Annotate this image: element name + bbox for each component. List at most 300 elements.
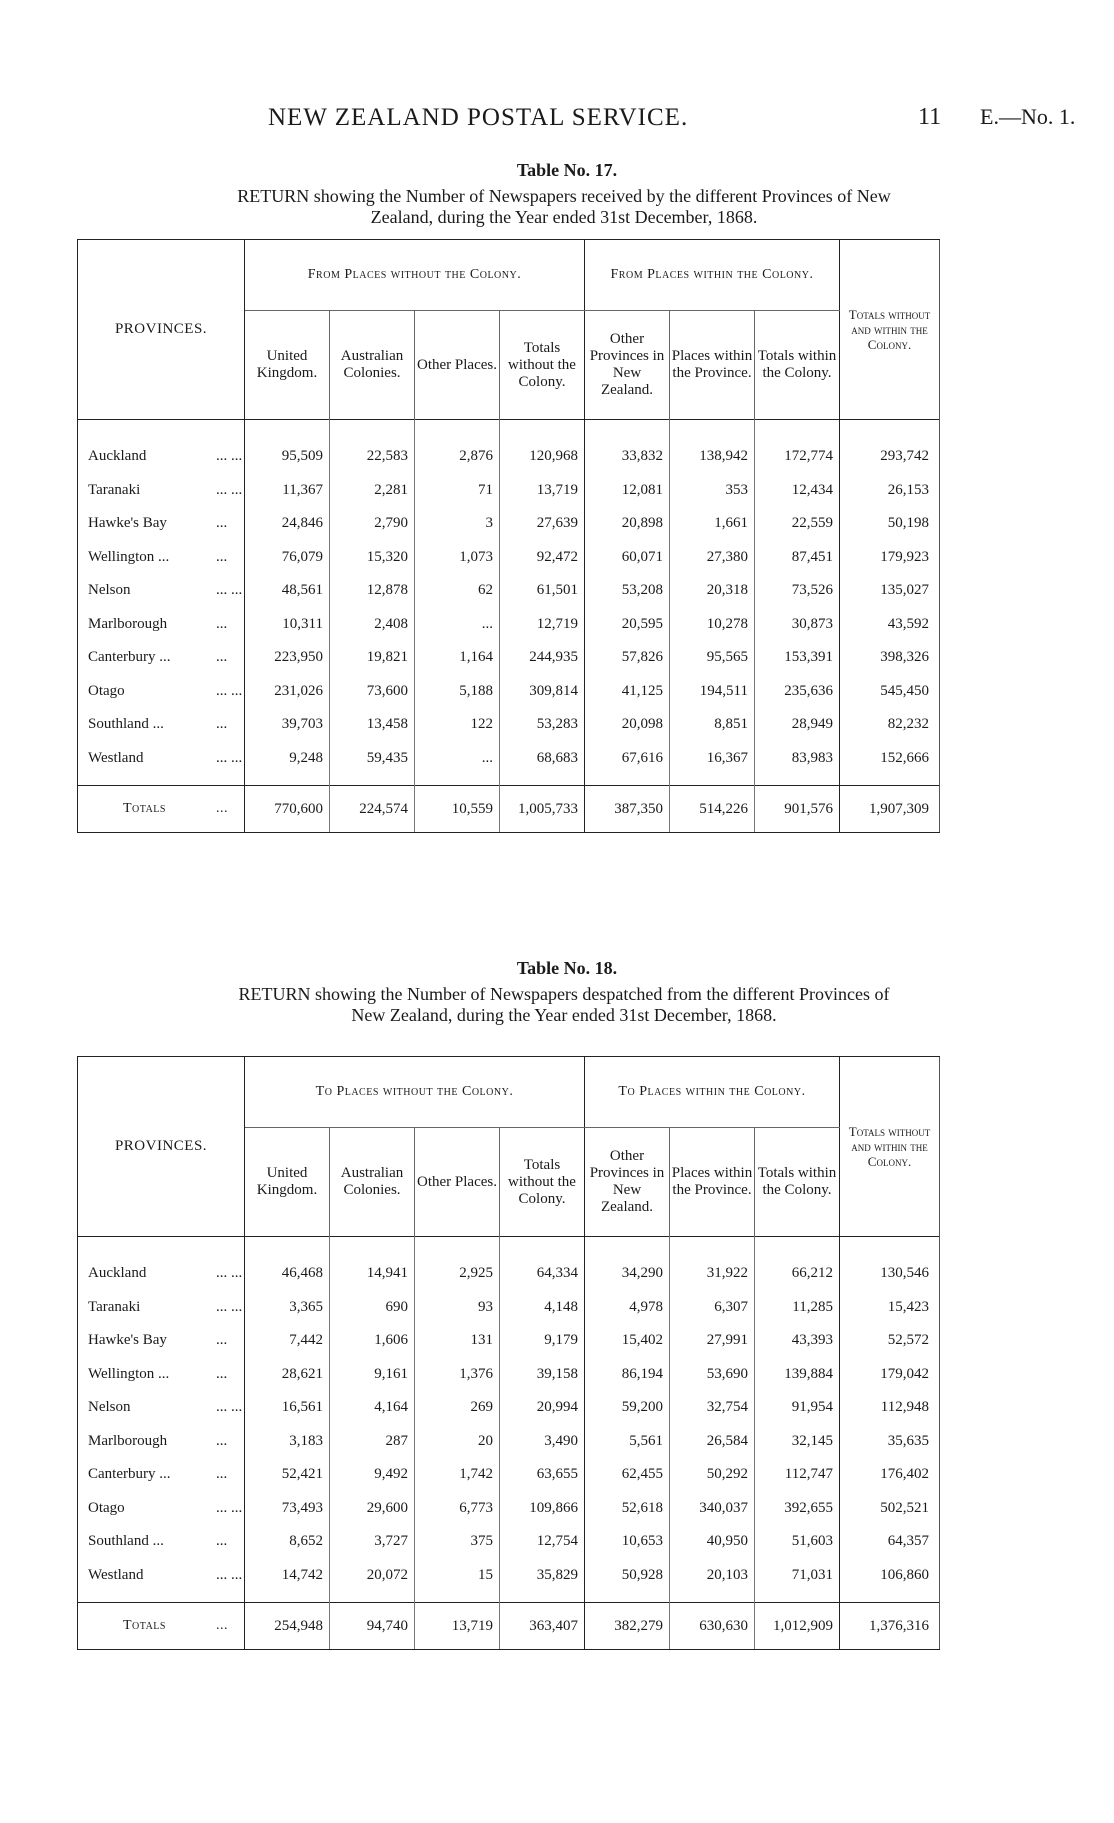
table-18 <box>77 1056 940 1650</box>
cell-totals-without: 13,719 <box>500 474 585 508</box>
spacer-cell <box>500 775 585 786</box>
totals-label-cell <box>78 1603 245 1650</box>
cell-grand-total: 82,232 <box>840 708 940 742</box>
total-cell-other-provinces: 387,350 <box>585 786 670 833</box>
table-row <box>78 541 940 575</box>
column-header-united-kingdom: United Kingdom. <box>245 311 330 420</box>
cell-other-provinces: 12,081 <box>585 474 670 508</box>
total-cell-united-kingdom: 770,600 <box>245 786 330 833</box>
cell-totals-without: 12,719 <box>500 608 585 642</box>
cell-places-within: 20,103 <box>670 1559 755 1593</box>
cell-places-within: 50,292 <box>670 1458 755 1492</box>
cell-grand-total: 112,948 <box>840 1391 940 1425</box>
table-row <box>78 608 940 642</box>
column-header-totals-within: Totals within the Colony. <box>755 311 840 420</box>
cell-other-places: 20 <box>415 1425 500 1459</box>
spacer-cell <box>755 1592 840 1603</box>
cell-grand-total: 152,666 <box>840 742 940 776</box>
province-name-cell <box>78 1291 245 1325</box>
cell-other-provinces: 15,402 <box>585 1324 670 1358</box>
cell-other-provinces: 60,071 <box>585 541 670 575</box>
cell-totals-within: 112,747 <box>755 1458 840 1492</box>
cell-places-within: 138,942 <box>670 440 755 474</box>
cell-totals-within: 11,285 <box>755 1291 840 1325</box>
cell-places-within: 8,851 <box>670 708 755 742</box>
table-row <box>78 641 940 675</box>
spacer-cell <box>840 1237 940 1258</box>
province-name-cell <box>78 1425 245 1459</box>
cell-places-within: 31,922 <box>670 1257 755 1291</box>
cell-totals-without: 53,283 <box>500 708 585 742</box>
cell-totals-within: 172,774 <box>755 440 840 474</box>
leader-dots: ... <box>216 1365 228 1382</box>
spacer-row <box>78 420 940 441</box>
table-row <box>78 1559 940 1593</box>
total-cell-united-kingdom: 254,948 <box>245 1603 330 1650</box>
province-name: Nelson <box>88 1399 131 1416</box>
cell-australian-colonies: 2,281 <box>330 474 415 508</box>
cell-other-provinces: 86,194 <box>585 1358 670 1392</box>
table-row <box>78 574 940 608</box>
cell-totals-without: 68,683 <box>500 742 585 776</box>
spacer-row <box>78 1592 940 1603</box>
province-name-cell <box>78 440 245 474</box>
cell-united-kingdom: 73,493 <box>245 1492 330 1526</box>
spacer-cell <box>755 420 840 441</box>
cell-totals-within: 83,983 <box>755 742 840 776</box>
cell-other-provinces: 4,978 <box>585 1291 670 1325</box>
caption-line: RETURN showing the Number of Newspapers despatched from the different Provinces of <box>238 984 890 1004</box>
cell-totals-within: 71,031 <box>755 1559 840 1593</box>
cell-other-places: 1,164 <box>415 641 500 675</box>
total-cell-other-provinces: 382,279 <box>585 1603 670 1650</box>
leader-dots: ... <box>216 801 228 816</box>
cell-other-provinces: 57,826 <box>585 641 670 675</box>
cell-united-kingdom: 223,950 <box>245 641 330 675</box>
cell-other-provinces: 67,616 <box>585 742 670 776</box>
province-name: Canterbury ... <box>88 1466 171 1483</box>
cell-united-kingdom: 8,652 <box>245 1525 330 1559</box>
cell-united-kingdom: 14,742 <box>245 1559 330 1593</box>
cell-totals-within: 153,391 <box>755 641 840 675</box>
cell-places-within: 6,307 <box>670 1291 755 1325</box>
table-row <box>78 1358 940 1392</box>
total-cell-totals-within: 901,576 <box>755 786 840 833</box>
cell-other-provinces: 59,200 <box>585 1391 670 1425</box>
cell-other-places: 1,073 <box>415 541 500 575</box>
total-cell-australian-colonies: 224,574 <box>330 786 415 833</box>
cell-places-within: 40,950 <box>670 1525 755 1559</box>
leader-dots: ... <box>216 615 228 632</box>
column-header-provinces: PROVINCES. <box>78 1057 245 1237</box>
table-row <box>78 474 940 508</box>
cell-other-places: 375 <box>415 1525 500 1559</box>
province-name: Wellington ... <box>88 548 170 565</box>
table-row <box>78 1391 940 1425</box>
province-name: Southland ... <box>88 1533 164 1550</box>
cell-united-kingdom: 3,365 <box>245 1291 330 1325</box>
cell-grand-total: 26,153 <box>840 474 940 508</box>
caption-line: Zealand, during the Year ended 31st December, 1868. <box>370 207 758 227</box>
cell-other-places: 5,188 <box>415 675 500 709</box>
cell-places-within: 26,584 <box>670 1425 755 1459</box>
column-header-grand-total: Totals without and within the Colony. <box>848 307 931 352</box>
cell-united-kingdom: 52,421 <box>245 1458 330 1492</box>
caption-line: New Zealand, during the Year ended 31st December, 1868. <box>351 1005 777 1025</box>
spacer-cell <box>245 1237 330 1258</box>
spacer-cell <box>755 1237 840 1258</box>
totals-label: Totals <box>123 801 166 816</box>
province-name-cell <box>78 1324 245 1358</box>
column-header-australian-colonies: Australian Colonies. <box>330 1128 415 1237</box>
cell-australian-colonies: 73,600 <box>330 675 415 709</box>
cell-other-places: 93 <box>415 1291 500 1325</box>
spacer-cell <box>78 1592 245 1603</box>
cell-totals-within: 12,434 <box>755 474 840 508</box>
cell-other-places: 131 <box>415 1324 500 1358</box>
province-name-cell <box>78 574 245 608</box>
province-name-cell <box>78 742 245 776</box>
table-row <box>78 507 940 541</box>
province-name-cell <box>78 1358 245 1392</box>
cell-united-kingdom: 48,561 <box>245 574 330 608</box>
cell-totals-within: 30,873 <box>755 608 840 642</box>
cell-places-within: 27,991 <box>670 1324 755 1358</box>
column-header-places-within: Places within the Province. <box>670 1128 755 1237</box>
spacer-cell <box>500 1592 585 1603</box>
cell-australian-colonies: 20,072 <box>330 1559 415 1593</box>
totals-label-cell <box>78 786 245 833</box>
spacer-cell <box>755 775 840 786</box>
spacer-cell <box>245 775 330 786</box>
cell-australian-colonies: 19,821 <box>330 641 415 675</box>
cell-united-kingdom: 231,026 <box>245 675 330 709</box>
cell-australian-colonies: 1,606 <box>330 1324 415 1358</box>
spacer-cell <box>840 420 940 441</box>
cell-places-within: 194,511 <box>670 675 755 709</box>
cell-australian-colonies: 287 <box>330 1425 415 1459</box>
cell-other-places: ... <box>415 608 500 642</box>
cell-australian-colonies: 15,320 <box>330 541 415 575</box>
province-name-cell <box>78 1559 245 1593</box>
cell-united-kingdom: 10,311 <box>245 608 330 642</box>
spacer-cell <box>245 420 330 441</box>
cell-places-within: 20,318 <box>670 574 755 608</box>
province-name-cell <box>78 541 245 575</box>
province-name: Marlborough <box>88 615 168 632</box>
leader-dots: ... <box>216 515 228 532</box>
cell-australian-colonies: 9,161 <box>330 1358 415 1392</box>
spacer-cell <box>415 1592 500 1603</box>
column-header-australian-colonies: Australian Colonies. <box>330 311 415 420</box>
cell-totals-without: 61,501 <box>500 574 585 608</box>
leader-dots: ... ... <box>216 1399 243 1416</box>
cell-grand-total: 64,357 <box>840 1525 940 1559</box>
column-header-totals-without: Totals without the Colony. <box>500 311 585 420</box>
province-name: Hawke's Bay <box>88 515 167 532</box>
cell-totals-within: 66,212 <box>755 1257 840 1291</box>
leader-dots: ... ... <box>216 682 243 699</box>
cell-totals-within: 87,451 <box>755 541 840 575</box>
spacer-cell <box>78 420 245 441</box>
cell-grand-total: 398,326 <box>840 641 940 675</box>
spacer-cell <box>670 1592 755 1603</box>
leader-dots: ... ... <box>216 749 243 766</box>
spacer-cell <box>78 775 245 786</box>
cell-other-places: 6,773 <box>415 1492 500 1526</box>
cell-grand-total: 179,923 <box>840 541 940 575</box>
cell-australian-colonies: 29,600 <box>330 1492 415 1526</box>
cell-other-places: 1,376 <box>415 1358 500 1392</box>
table-row <box>78 1425 940 1459</box>
table-row <box>78 1458 940 1492</box>
table-row <box>78 1291 940 1325</box>
cell-other-provinces: 52,618 <box>585 1492 670 1526</box>
cell-totals-without: 244,935 <box>500 641 585 675</box>
cell-totals-within: 28,949 <box>755 708 840 742</box>
province-name-cell <box>78 708 245 742</box>
province-name-cell <box>78 1458 245 1492</box>
leader-dots: ... ... <box>216 1566 243 1583</box>
table-row <box>78 1525 940 1559</box>
column-header-united-kingdom: United Kingdom. <box>245 1128 330 1237</box>
cell-places-within: 32,754 <box>670 1391 755 1425</box>
cell-other-provinces: 50,928 <box>585 1559 670 1593</box>
cell-australian-colonies: 3,727 <box>330 1525 415 1559</box>
table-number: Table No. 18. <box>516 958 618 978</box>
cell-united-kingdom: 95,509 <box>245 440 330 474</box>
table-row <box>78 1324 940 1358</box>
spacer-cell <box>415 420 500 441</box>
total-cell-other-places: 10,559 <box>415 786 500 833</box>
cell-places-within: 16,367 <box>670 742 755 776</box>
leader-dots: ... ... <box>216 582 243 599</box>
group-header-within: From Places within the Colony. <box>585 240 840 311</box>
cell-totals-without: 9,179 <box>500 1324 585 1358</box>
totals-label: Totals <box>123 1618 166 1633</box>
province-name-cell <box>78 675 245 709</box>
total-cell-totals-without: 1,005,733 <box>500 786 585 833</box>
document-reference: E.—No. 1. <box>980 104 1076 129</box>
cell-other-provinces: 33,832 <box>585 440 670 474</box>
cell-grand-total: 52,572 <box>840 1324 940 1358</box>
province-name: Auckland <box>88 1265 147 1282</box>
spacer-cell <box>585 1592 670 1603</box>
cell-australian-colonies: 22,583 <box>330 440 415 474</box>
page-number: 11 <box>918 104 942 130</box>
cell-united-kingdom: 11,367 <box>245 474 330 508</box>
cell-totals-without: 3,490 <box>500 1425 585 1459</box>
cell-totals-without: 39,158 <box>500 1358 585 1392</box>
spacer-cell <box>585 1237 670 1258</box>
cell-other-places: 2,876 <box>415 440 500 474</box>
column-header-other-places: Other Places. <box>415 311 500 420</box>
cell-other-places: ... <box>415 742 500 776</box>
table-17-heading <box>0 160 1114 228</box>
leader-dots: ... ... <box>216 1265 243 1282</box>
cell-australian-colonies: 12,878 <box>330 574 415 608</box>
cell-places-within: 27,380 <box>670 541 755 575</box>
province-name-cell <box>78 1257 245 1291</box>
caption-line: RETURN showing the Number of Newspapers received by the different Provinces of New <box>237 186 891 206</box>
cell-united-kingdom: 7,442 <box>245 1324 330 1358</box>
cell-other-provinces: 20,898 <box>585 507 670 541</box>
spacer-cell <box>500 420 585 441</box>
cell-united-kingdom: 76,079 <box>245 541 330 575</box>
province-name: Westland <box>88 1566 144 1583</box>
spacer-cell <box>670 1237 755 1258</box>
leader-dots: ... ... <box>216 448 243 465</box>
cell-other-places: 122 <box>415 708 500 742</box>
leader-dots: ... <box>216 716 228 733</box>
cell-united-kingdom: 24,846 <box>245 507 330 541</box>
totals-row <box>78 786 940 833</box>
total-cell-other-places: 13,719 <box>415 1603 500 1650</box>
cell-grand-total: 176,402 <box>840 1458 940 1492</box>
leader-dots: ... <box>216 1432 228 1449</box>
table-row <box>78 1257 940 1291</box>
province-name: Marlborough <box>88 1432 168 1449</box>
province-name: Hawke's Bay <box>88 1332 167 1349</box>
cell-other-places: 15 <box>415 1559 500 1593</box>
leader-dots: ... <box>216 1533 228 1550</box>
spacer-cell <box>840 1592 940 1603</box>
spacer-cell <box>585 420 670 441</box>
column-header-other-places: Other Places. <box>415 1128 500 1237</box>
cell-united-kingdom: 3,183 <box>245 1425 330 1459</box>
totals-row <box>78 1603 940 1650</box>
table-18-heading <box>0 958 1114 1026</box>
cell-totals-without: 109,866 <box>500 1492 585 1526</box>
cell-other-provinces: 20,098 <box>585 708 670 742</box>
cell-totals-without: 4,148 <box>500 1291 585 1325</box>
province-name: Westland <box>88 749 144 766</box>
cell-united-kingdom: 16,561 <box>245 1391 330 1425</box>
cell-australian-colonies: 690 <box>330 1291 415 1325</box>
cell-other-places: 71 <box>415 474 500 508</box>
spacer-cell <box>330 420 415 441</box>
province-name-cell <box>78 507 245 541</box>
cell-australian-colonies: 59,435 <box>330 742 415 776</box>
province-name-cell <box>78 608 245 642</box>
cell-places-within: 53,690 <box>670 1358 755 1392</box>
table-caption <box>0 984 1114 1026</box>
cell-grand-total: 130,546 <box>840 1257 940 1291</box>
province-name: Taranaki <box>88 481 141 498</box>
total-cell-places-within: 514,226 <box>670 786 755 833</box>
cell-places-within: 340,037 <box>670 1492 755 1526</box>
table-row <box>78 1492 940 1526</box>
leader-dots: ... ... <box>216 1499 243 1516</box>
cell-other-provinces: 34,290 <box>585 1257 670 1291</box>
cell-other-places: 1,742 <box>415 1458 500 1492</box>
cell-other-provinces: 10,653 <box>585 1525 670 1559</box>
spacer-cell <box>330 1592 415 1603</box>
cell-totals-within: 139,884 <box>755 1358 840 1392</box>
total-cell-places-within: 630,630 <box>670 1603 755 1650</box>
leader-dots: ... <box>216 649 228 666</box>
cell-totals-within: 392,655 <box>755 1492 840 1526</box>
leader-dots: ... ... <box>216 1298 243 1315</box>
spacer-cell <box>330 775 415 786</box>
province-name: Taranaki <box>88 1298 141 1315</box>
cell-other-provinces: 5,561 <box>585 1425 670 1459</box>
column-header-totals-without: Totals without the Colony. <box>500 1128 585 1237</box>
cell-totals-without: 27,639 <box>500 507 585 541</box>
cell-australian-colonies: 13,458 <box>330 708 415 742</box>
cell-totals-within: 51,603 <box>755 1525 840 1559</box>
cell-totals-without: 63,655 <box>500 1458 585 1492</box>
spacer-cell <box>78 1237 245 1258</box>
total-cell-totals-without: 363,407 <box>500 1603 585 1650</box>
spacer-cell <box>415 775 500 786</box>
cell-grand-total: 35,635 <box>840 1425 940 1459</box>
province-name: Wellington ... <box>88 1365 170 1382</box>
leader-dots: ... <box>216 548 228 565</box>
cell-totals-without: 309,814 <box>500 675 585 709</box>
cell-australian-colonies: 4,164 <box>330 1391 415 1425</box>
cell-other-places: 269 <box>415 1391 500 1425</box>
leader-dots: ... <box>216 1332 228 1349</box>
table-row <box>78 708 940 742</box>
leader-dots: ... ... <box>216 481 243 498</box>
spacer-cell <box>245 1592 330 1603</box>
province-name-cell <box>78 1391 245 1425</box>
cell-grand-total: 502,521 <box>840 1492 940 1526</box>
group-header-without: To Places without the Colony. <box>245 1057 585 1128</box>
cell-australian-colonies: 9,492 <box>330 1458 415 1492</box>
cell-totals-within: 43,393 <box>755 1324 840 1358</box>
table-row <box>78 440 940 474</box>
total-cell-grand-total: 1,376,316 <box>840 1603 940 1650</box>
cell-totals-without: 92,472 <box>500 541 585 575</box>
column-header-provinces: PROVINCES. <box>78 240 245 420</box>
spacer-cell <box>415 1237 500 1258</box>
cell-totals-within: 91,954 <box>755 1391 840 1425</box>
cell-australian-colonies: 14,941 <box>330 1257 415 1291</box>
province-name: Southland ... <box>88 716 164 733</box>
cell-grand-total: 15,423 <box>840 1291 940 1325</box>
cell-other-provinces: 41,125 <box>585 675 670 709</box>
column-header-totals-within: Totals within the Colony. <box>755 1128 840 1237</box>
cell-united-kingdom: 9,248 <box>245 742 330 776</box>
cell-grand-total: 135,027 <box>840 574 940 608</box>
spacer-cell <box>585 775 670 786</box>
spacer-row <box>78 775 940 786</box>
cell-united-kingdom: 28,621 <box>245 1358 330 1392</box>
total-cell-totals-within: 1,012,909 <box>755 1603 840 1650</box>
leader-dots: ... <box>216 1618 228 1633</box>
cell-places-within: 1,661 <box>670 507 755 541</box>
province-name: Canterbury ... <box>88 649 171 666</box>
cell-totals-within: 73,526 <box>755 574 840 608</box>
cell-places-within: 95,565 <box>670 641 755 675</box>
group-header-within: To Places within the Colony. <box>585 1057 840 1128</box>
cell-australian-colonies: 2,790 <box>330 507 415 541</box>
cell-places-within: 10,278 <box>670 608 755 642</box>
province-name: Nelson <box>88 582 131 599</box>
cell-grand-total: 50,198 <box>840 507 940 541</box>
table-row <box>78 675 940 709</box>
province-name-cell <box>78 641 245 675</box>
cell-other-provinces: 62,455 <box>585 1458 670 1492</box>
cell-totals-within: 235,636 <box>755 675 840 709</box>
page-header <box>0 104 1114 138</box>
total-cell-grand-total: 1,907,309 <box>840 786 940 833</box>
column-header-other-provinces: Other Provinces in New Zealand. <box>585 1128 670 1237</box>
cell-totals-without: 12,754 <box>500 1525 585 1559</box>
spacer-row <box>78 1237 940 1258</box>
